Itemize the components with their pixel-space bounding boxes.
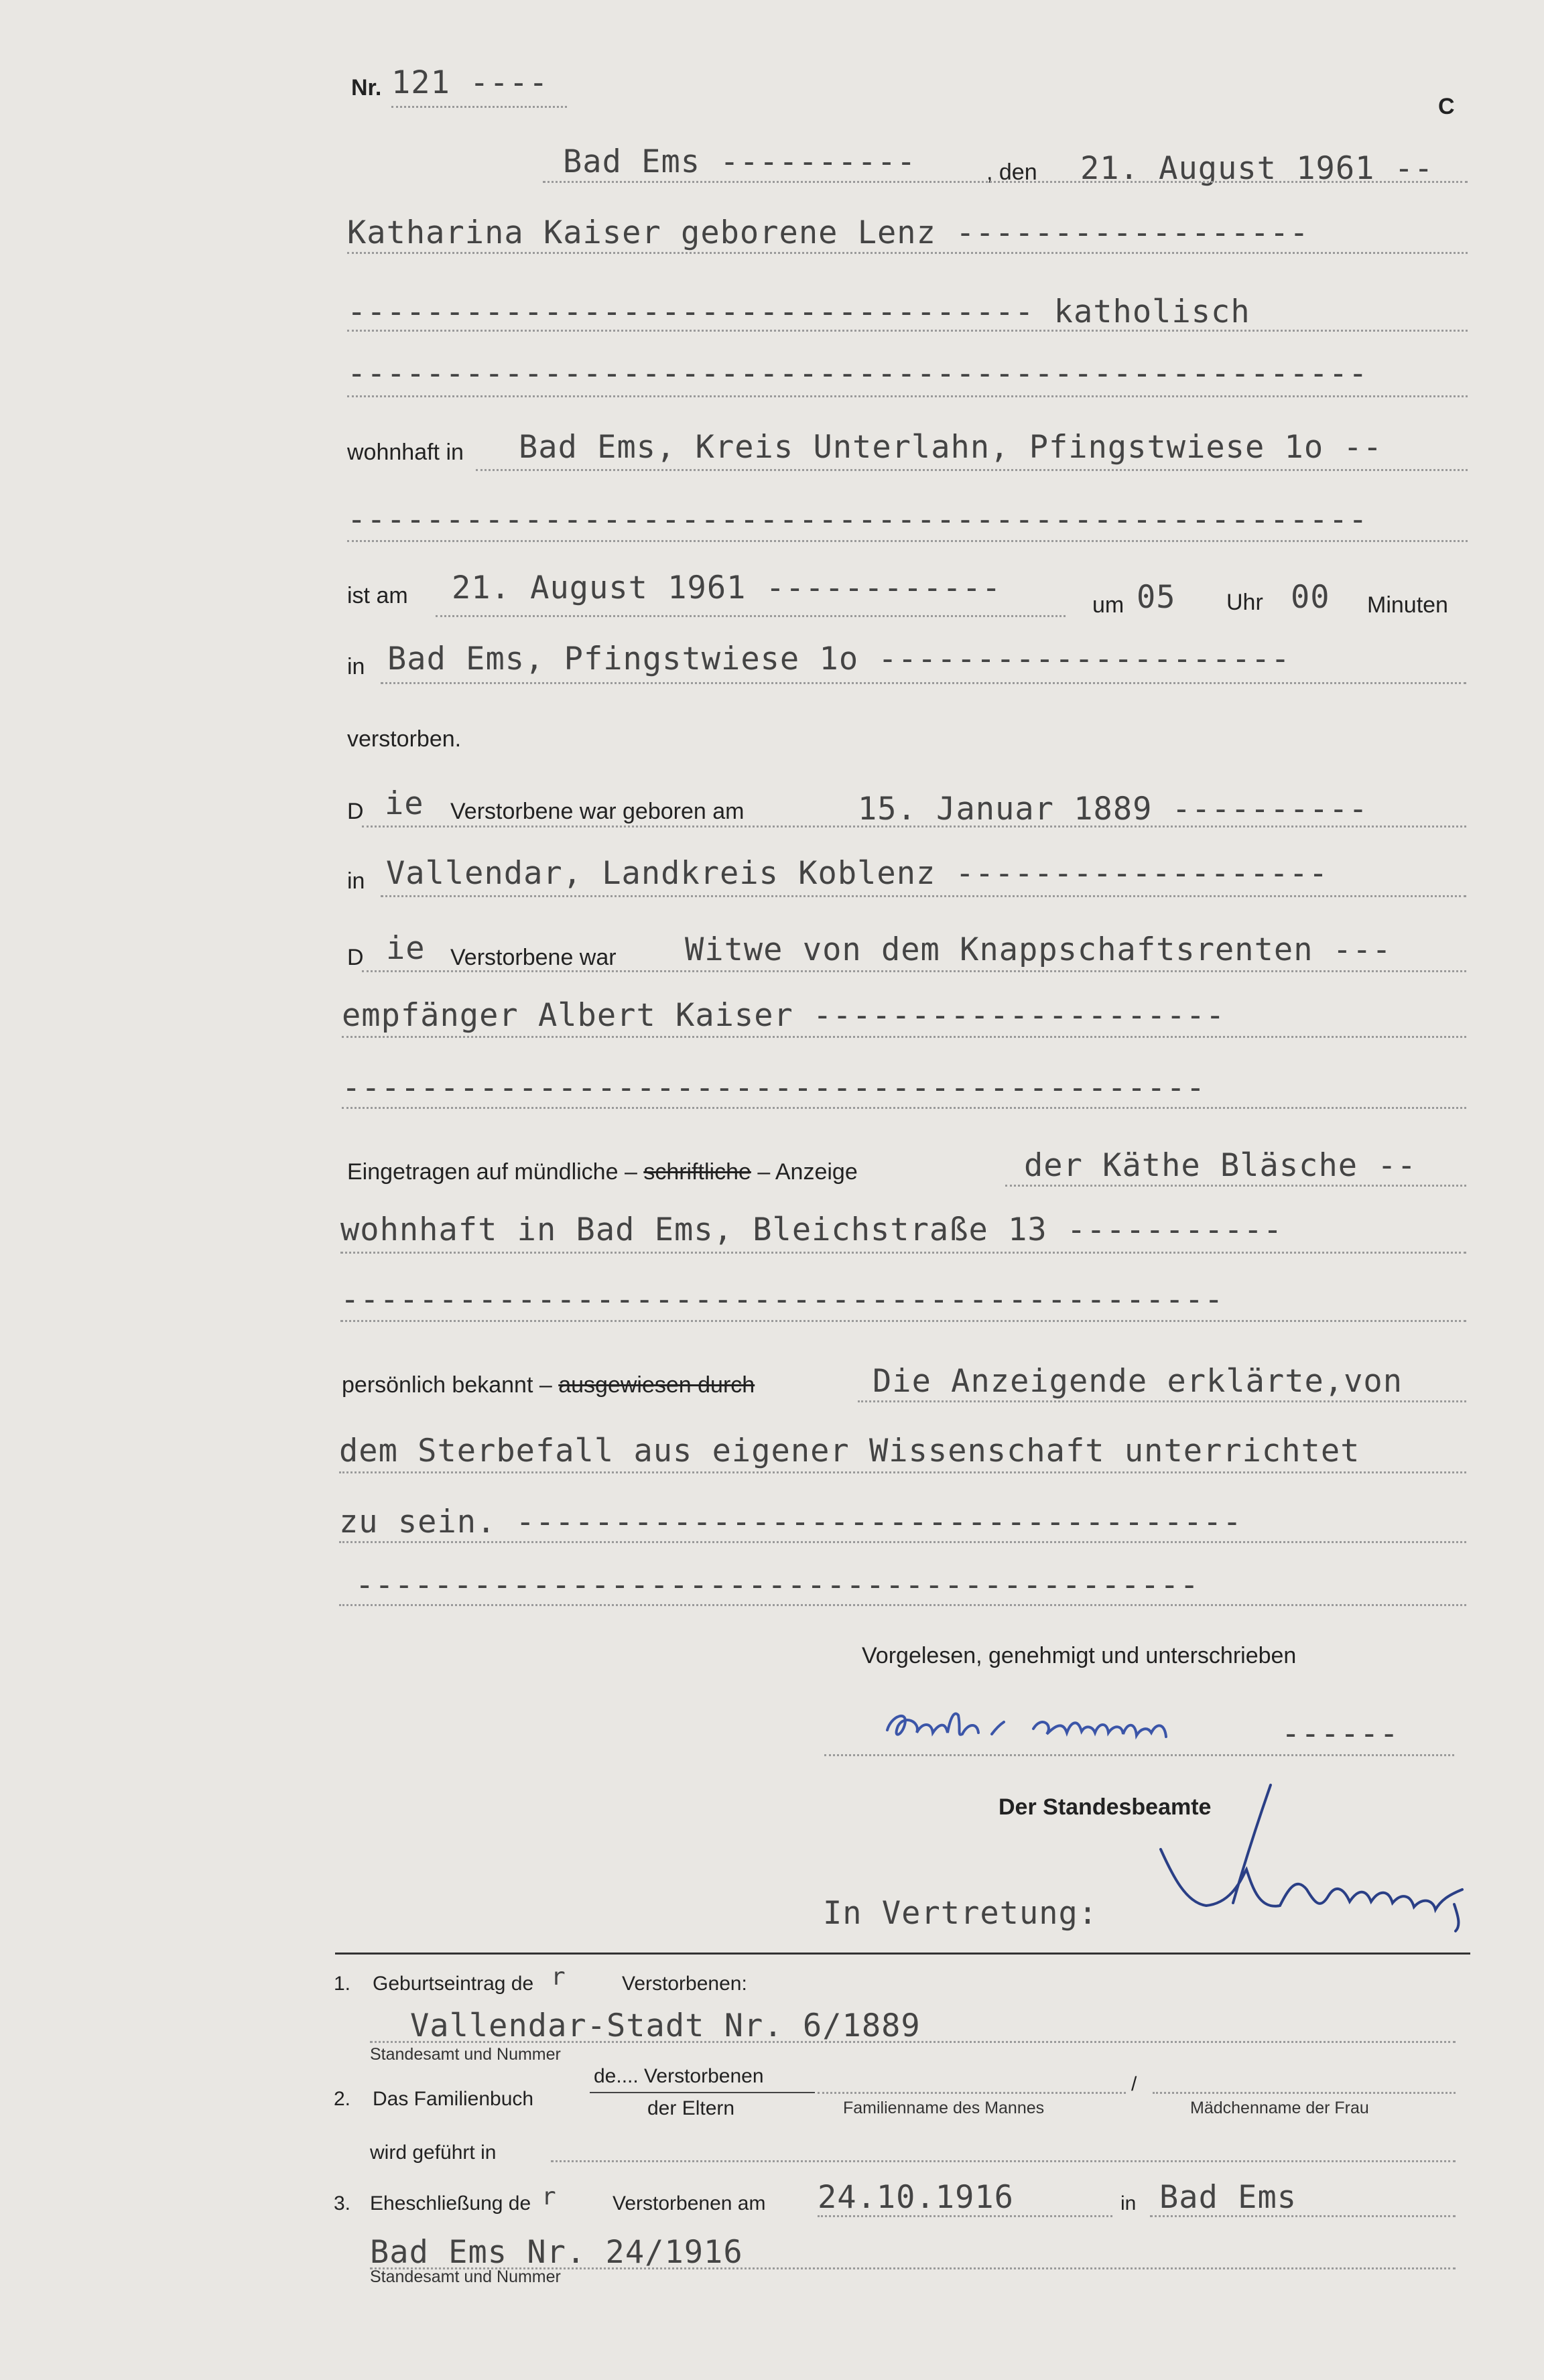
minuten-label: Minuten [1367, 592, 1448, 618]
reporter-name: der Käthe Bläsche -- [1024, 1147, 1417, 1184]
status-value-2: empfänger Albert Kaiser --------------------- [342, 997, 1226, 1034]
filler-line: ------------------------------------------- [355, 1567, 1200, 1603]
dotted-line [818, 2215, 1112, 2217]
marriage-gender: r [541, 2183, 557, 2210]
signature-dashes: ------ [1281, 1715, 1399, 1752]
filler-line: -------------------------------------------- [342, 1069, 1206, 1106]
read-approved-label: Vorgelesen, genehmigt und unterschrieben [862, 1643, 1297, 1668]
identity-label-struck: ausgewiesen durch [558, 1372, 755, 1398]
dotted-line [391, 106, 567, 108]
registrar-label: Der Standesbeamte [999, 1794, 1212, 1820]
dotted-line [339, 1604, 1466, 1606]
in-label: in [347, 868, 365, 894]
standesamt-label: Standesamt und Nummer [370, 2045, 561, 2064]
wird-label: wird geführt in [370, 2141, 497, 2164]
dotted-line [339, 1541, 1466, 1543]
uhr-label: Uhr [1226, 590, 1263, 615]
register-number: 121 ---- [391, 64, 549, 101]
dotted-line [362, 970, 1466, 972]
report-label [347, 1159, 858, 1185]
birth-label: Verstorbene war geboren am [450, 799, 745, 824]
religion-line: ----------------------------------- katholisch [347, 293, 1250, 330]
section-divider [335, 1953, 1470, 1955]
dotted-line [381, 895, 1466, 897]
in-label: in [347, 654, 365, 679]
dotted-line [1150, 2215, 1456, 2217]
item-number-1: 1. [334, 1973, 351, 1995]
residence-value: Bad Ems, Kreis Unterlahn, Pfingstwiese 1o -- [519, 429, 1383, 466]
dotted-line [381, 682, 1466, 684]
birth-entry-label-a: Geburtseintrag de [373, 1973, 534, 1995]
dotted-line [362, 825, 1466, 828]
birth-entry-label-b: Verstorbenen: [622, 1973, 747, 1995]
dotted-line [858, 1400, 1466, 1402]
informant-signature [878, 1695, 1307, 1756]
marriage-date: 24.10.1916 [818, 2179, 1014, 2216]
registrar-signature [1146, 1776, 1481, 1936]
dotted-line [347, 252, 1468, 254]
d-prefix: D [347, 799, 364, 824]
death-minute: 00 [1291, 579, 1330, 616]
dotted-line [818, 2092, 1126, 2094]
dotted-line [347, 330, 1468, 332]
slash: / [1131, 2073, 1137, 2095]
birth-entry-gender: r [551, 1963, 566, 1991]
marriage-label-b: Verstorbenen am [613, 2192, 766, 2214]
nr-label: Nr. [351, 75, 382, 101]
marriage-place: Bad Ems [1159, 2179, 1297, 2216]
marriage-label-a: Eheschließung de [370, 2192, 531, 2214]
item-number-3: 3. [334, 2192, 351, 2214]
gender-ending: ie [386, 930, 426, 967]
dotted-line [436, 615, 1066, 617]
identity-label-a: persönlich bekannt – [342, 1372, 552, 1398]
dotted-line [342, 1036, 1466, 1038]
dotted-line [543, 181, 1468, 183]
register-date: 21. August 1961 -- [1080, 150, 1434, 187]
dotted-line [1153, 2092, 1456, 2094]
maiden-name-label: Mädchenname der Frau [1190, 2099, 1369, 2117]
status-label: Verstorbene war [450, 945, 617, 970]
filler-line: ---------------------------------------------------- [347, 501, 1368, 538]
deceased-name: Katharina Kaiser geborene Lenz ------------------ [347, 214, 1309, 251]
um-label: um [1092, 592, 1124, 618]
ist-am-label: ist am [347, 583, 408, 608]
verstorben-label: verstorben. [347, 726, 462, 752]
dotted-line [340, 1252, 1466, 1254]
dotted-line [340, 1320, 1466, 1322]
declaration-3: zu sein. ------------------------------------- [339, 1504, 1242, 1540]
gender-ending: ie [385, 785, 424, 822]
report-label-a: Eingetragen auf mündliche – [347, 1159, 637, 1185]
d-prefix: D [347, 945, 364, 970]
birth-entry-value: Vallendar-Stadt Nr. 6/1889 [410, 2007, 921, 2044]
report-label-b: – Anzeige [757, 1159, 858, 1185]
wohnhaft-label: wohnhaft in [347, 440, 464, 465]
status-value-1: Witwe von dem Knappschaftsrenten --- [685, 931, 1392, 968]
letter-c: C [1438, 94, 1455, 119]
death-hour: 05 [1137, 579, 1176, 616]
dotted-line [551, 2160, 1456, 2162]
dotted-line [1005, 1185, 1466, 1187]
item-number-2: 2. [334, 2088, 351, 2110]
report-label-struck: schriftliche [643, 1159, 751, 1185]
standesamt-label: Standesamt und Nummer [370, 2267, 561, 2286]
dotted-line [347, 540, 1468, 542]
identity-label [342, 1372, 755, 1398]
fraction-bar [590, 2092, 815, 2093]
declaration-2: dem Sterbefall aus eigener Wissenschaft unterrichtet [339, 1433, 1360, 1469]
birth-date: 15. Januar 1889 ---------- [858, 791, 1368, 828]
marriage-entry: Bad Ems Nr. 24/1916 [370, 2234, 743, 2271]
dotted-line [476, 469, 1468, 471]
family-name-label: Familienname des Mannes [843, 2099, 1045, 2117]
dotted-line [342, 1107, 1466, 1109]
reporter-address: wohnhaft in Bad Ems, Bleichstraße 13 ----------- [340, 1211, 1283, 1248]
den-label: , den [986, 159, 1037, 185]
filler-line: ---------------------------------------------------- [347, 355, 1368, 392]
declaration-1: Die Anzeigende erklärte,von [873, 1363, 1403, 1400]
fraction-bottom: der Eltern [647, 2097, 735, 2119]
filler-line: --------------------------------------------- [340, 1281, 1224, 1318]
dotted-line [347, 395, 1468, 397]
birth-place: Vallendar, Landkreis Koblenz ------------------- [386, 855, 1329, 892]
death-date: 21. August 1961 ------------ [452, 570, 1002, 606]
in-vertretung-label: In Vertretung: [823, 1895, 1098, 1932]
marriage-in-label: in [1120, 2192, 1137, 2214]
dotted-line [370, 2041, 1456, 2043]
dotted-line [824, 1754, 1454, 1756]
dotted-line [339, 1471, 1466, 1473]
fraction-top: de.... Verstorbenen [594, 2065, 764, 2087]
register-place: Bad Ems ---------- [563, 143, 917, 180]
death-place: Bad Ems, Pfingstwiese 1o --------------------- [387, 641, 1291, 677]
familienbuch-label: Das Familienbuch [373, 2088, 534, 2110]
